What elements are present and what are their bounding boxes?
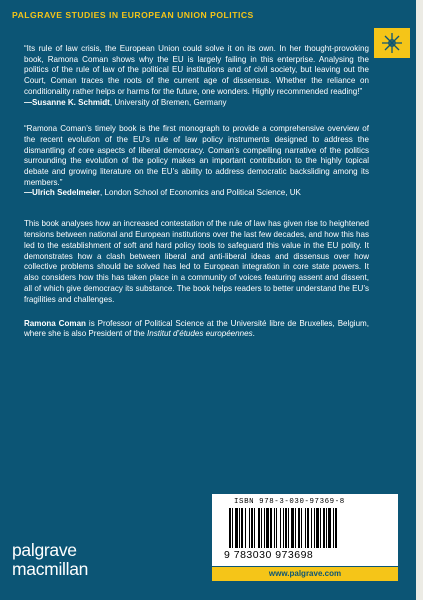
endorsement-author: —Susanne K. Schmidt [24,97,110,107]
publisher-name-line2: macmillan [12,559,89,579]
author-name: Ramona Coman [24,318,86,328]
endorsement-quote: “Ramona Coman’s timely book is the first monograph to provide a comprehensive overview of the recent evolution of the EU’s rule of law policy instruments designed to address the dismantling of core aspects of liberal democracy. Coman’s compelling narrative of the politics surrounding the evolution of the policy makes an important contribution to the highly topical debate and growing literature on the EU’s ability to address democratic backsliding among its members.” [24,124,369,187]
endorsement-attribution [24,188,369,199]
author-bio [24,319,369,341]
book-blurb: This book analyses how an increased contestation of the rule of law has given rise to heightened tensions between national and European institutions over the last few decades, and how this has led to the establishment of soft and hard policy tools to safeguard this value in the EU polity. It demonstrates how a clash between liberal and anti-liberal ideas and dissensus over how collective problems should be solved has led to European integration in core state powers. It also considers how this has taken place in a community of voices featuring assent and dissent, all of which give democracy its substance. The book helps readers to better understand the EU’s fragilities and challenges. [24,219,369,304]
back-cover-text [24,44,369,340]
barcode-icon [227,508,385,548]
barcode-box [212,494,398,566]
endorsement-affiliation: , University of Bremen, Germany [109,97,227,107]
cover-edge-strip [416,0,423,600]
publisher-website: www.palgrave.com [212,567,398,581]
author-bio-text: is Professor of Political Science at the Université libre de Bruxelles, Belgium, where she is also President of the [24,318,369,339]
publisher-name-line1: palgrave [12,540,77,560]
endorsement-affiliation: , London School of Economics and Political Science, UK [100,188,301,198]
series-title: PALGRAVE STUDIES IN EUROPEAN UNION POLITICS [12,10,254,20]
publisher-logo [12,541,88,579]
palgrave-star-emblem-icon [374,28,410,58]
endorsement-attribution [24,98,369,109]
barcode-digits: 9 783030 973698 [224,549,314,561]
endorsement-quote: “Its rule of law crisis, the European Union could solve it on its own. In her thought-provoking book, Ramona Coman shows why the EU is largely failing in this enterprise. Analysing the politics of the rule of law of the political EU institutions and of civil society, but leaving out the Court, Coman traces the roots of the current age of dissensus. Whether the reliance on conditionality rather helps or harms for the future, one wonders. Highly recommended reading!” [24,44,369,96]
institute-name: Institut d’études européennes [147,329,253,339]
author-bio-end: . [252,329,255,339]
endorsement-author: —Ulrich Sedelmeier [24,188,101,198]
isbn-label: ISBN 978-3-030-97369-8 [234,498,345,506]
